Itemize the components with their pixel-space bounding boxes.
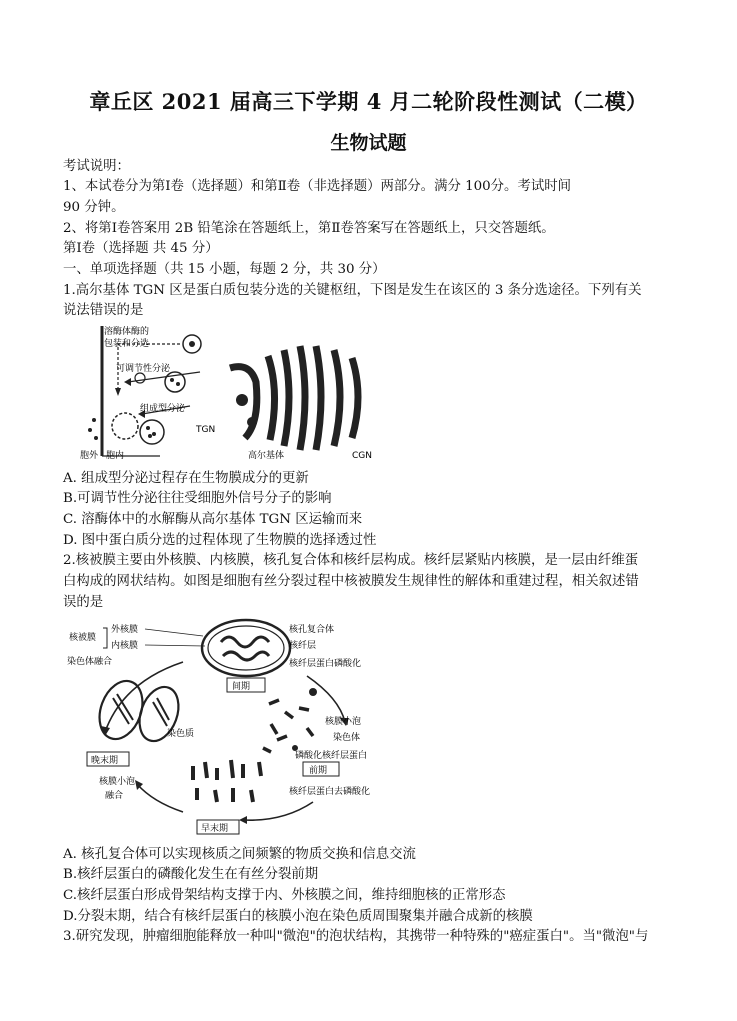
q2-option-d: D.分裂末期，结合有核纤层蛋白的核膜小泡在染色质周围聚集并融合成新的核膜 [63, 909, 533, 924]
q2-option-b: B.核纤层蛋白的磷酸化发生在有丝分裂前期 [63, 867, 319, 882]
q1-stem-line-2: 说法错误的是 [63, 303, 144, 318]
label-regulated: 可调节性分泌 [116, 364, 171, 374]
label-tgn: TGN [196, 425, 216, 435]
q1-option-b: B.可调节性分泌往往受细胞外信号分子的影响 [63, 491, 332, 506]
exam-subtitle: 生物试题 [330, 132, 407, 154]
label-chromatin: 染色质 [167, 729, 195, 739]
label-constitutive: 组成型分泌 [140, 404, 186, 414]
label-chromosome: 染色体 [333, 733, 361, 743]
label-nuclear-pore: 核孔复合体 [289, 625, 335, 635]
label-lamina: 核纤层 [289, 641, 317, 651]
label-vesicle: 核膜小泡 [325, 717, 362, 727]
label-vesicle-fusion-1: 核膜小泡 [99, 777, 136, 787]
part-1-heading: 一、单项选择题（共 15 小题，每题 2 分，共 30 分） [63, 262, 386, 277]
label-cgn: CGN [352, 451, 372, 461]
q1-golgi-figure [80, 322, 390, 462]
label-phosphorylation: 核纤层蛋白磷酸化 [289, 659, 362, 669]
instruction-1-line-2: 90 分钟。 [63, 200, 125, 215]
q1-option-d: D. 图中蛋白质分选的过程体现了生物膜的选择透过性 [63, 533, 377, 548]
q2-stem-line-3: 误的是 [63, 595, 104, 610]
label-inside: 胞内 [106, 451, 125, 461]
q2-stem-line-2: 白构成的网状结构。如图是细胞有丝分裂过程中核被膜发生规律性的解体和重建过程，相关叙述错 [63, 574, 639, 589]
exam-title: 章丘区 2021 届高三下学期 4 月二轮阶段性测试（二模） [89, 89, 648, 114]
label-lysosome: 溶酶体酶的 [104, 327, 150, 337]
q1-option-a: A. 组成型分泌过程存在生物膜成分的更新 [63, 471, 309, 486]
label-golgi: 高尔基体 [248, 451, 285, 461]
q2-option-c: C.核纤层蛋白形成骨架结构支撑于内、外核膜之间，维持细胞核的正常形态 [63, 888, 506, 903]
label-prophase: 前期 [309, 766, 328, 776]
q2-stem-line-1: 2.核被膜主要由外核膜、内核膜，核孔复合体和核纤层构成。核纤层紧贴内核膜，是一层由纤维蛋 [63, 553, 639, 568]
q3-stem-line-1: 3.研究发现，肿瘤细胞能释放一种叫"微泡"的泡状结构，其携带一种特殊的"癌症蛋白"。当"微泡"与 [63, 929, 649, 944]
label-inner-membrane: 内核膜 [111, 641, 139, 651]
label-outside: 胞外 [80, 451, 99, 461]
section-1-heading: 第Ⅰ卷（选择题 共 45 分） [63, 241, 219, 256]
q1-stem-line-1: 1.高尔基体 TGN 区是蛋白质包装分选的关键枢纽，下图是发生在该区的 3 条分选途径。下列有关 [63, 283, 642, 298]
instructions-heading: 考试说明： [63, 159, 130, 174]
q1-option-c: C. 溶酶体中的水解酶从高尔基体 TGN 区运输而来 [63, 512, 363, 527]
label-phospho-protein: 磷酸化核纤层蛋白 [295, 751, 368, 761]
q2-option-a: A. 核孔复合体可以实现核质之间频繁的物质交换和信息交流 [63, 847, 416, 862]
label-early-telophase: 早末期 [201, 824, 229, 834]
label-dephosphorylation: 核纤层蛋白去磷酸化 [289, 787, 371, 797]
label-interphase: 间期 [232, 682, 251, 692]
instruction-1-line-1: 1、本试卷分为第Ⅰ卷（选择题）和第Ⅱ卷（非选择题）两部分。满分 100分。考试时间 [63, 179, 572, 194]
label-lysosome-2: 包装和分选 [104, 339, 150, 349]
label-nuclear-envelope: 核被膜 [69, 633, 97, 643]
label-vesicle-fusion-2: 融合 [105, 791, 124, 801]
label-late-telophase: 晚末期 [91, 756, 119, 766]
label-chromosome-fusion: 染色体融合 [67, 657, 113, 667]
instruction-2: 2、将第Ⅰ卷答案用 2B 铅笔涂在答题纸上，第Ⅱ卷答案写在答题纸上，只交答题纸。 [63, 221, 555, 236]
q2-nuclear-envelope-figure [63, 612, 413, 840]
label-outer-membrane: 外核膜 [111, 625, 139, 635]
